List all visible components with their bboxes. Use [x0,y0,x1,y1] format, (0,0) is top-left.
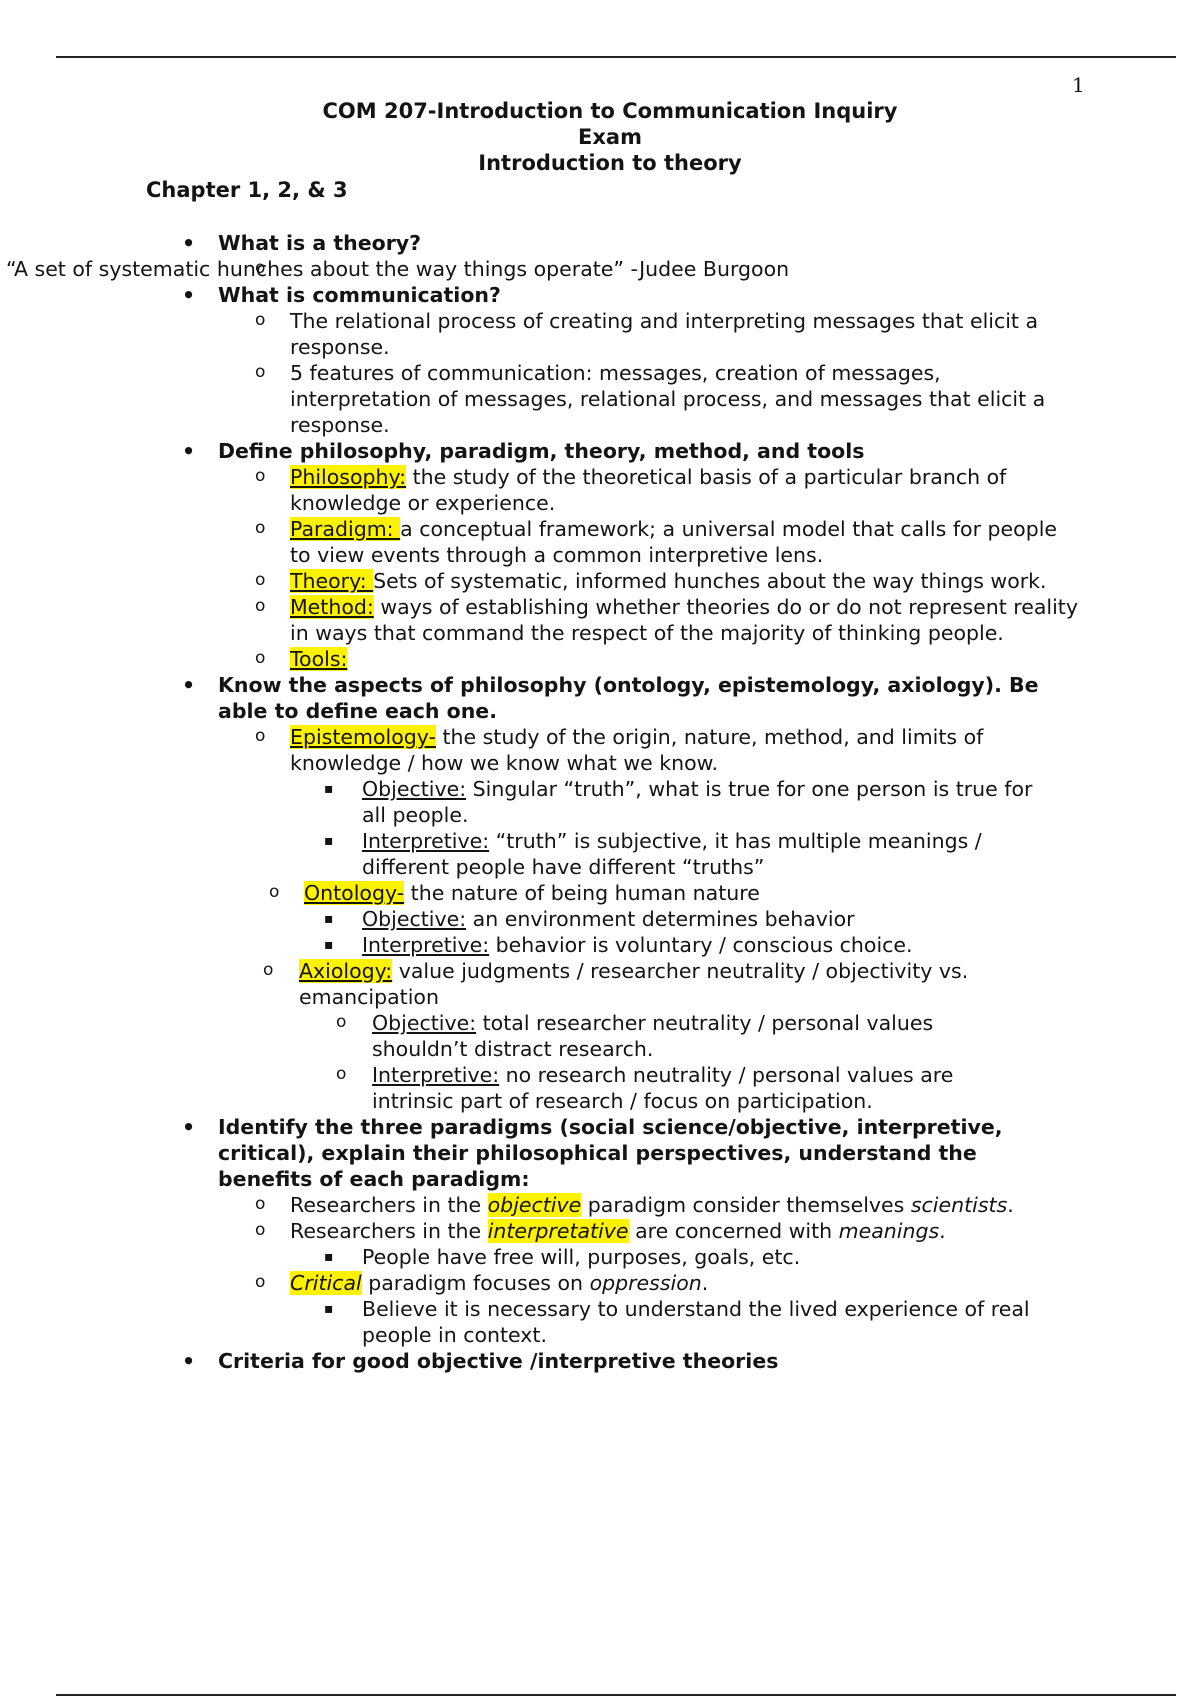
question-criteria: • Criteria for good objective /interpretive theories [0,1348,1078,1374]
term-philosophy: Philosophy: [290,465,407,489]
chapter-label: Chapter 1, 2, & 3 [146,178,348,202]
def-epistemology: o Epistemology- the study of the origin, nature, method, and limits of knowledge / how we know what we know. [0,724,1080,776]
paradigm-objective: o Researchers in the objective paradigm consider themselves scientists. [0,1192,1080,1218]
topic-title: Introduction to theory [478,151,742,175]
question-philosophy-aspects: • Know the aspects of philosophy (ontology, epistemology, axiology). Be able to define each one. [0,672,1078,724]
paradigm-interpretative: o Researchers in the interpretative are concerned with meanings. [0,1218,1080,1244]
question-definitions: • Define philosophy, paradigm, theory, method, and tools [0,438,1078,464]
def-theory: o Theory: Sets of systematic, informed hunches about the way things work. [0,568,1080,594]
study-guide-content [0,230,1200,1374]
term-method: Method: [290,595,374,619]
def-axiology: o Axiology: value judgments / researcher neutrality / objectivity vs. emancipation [0,958,1019,1010]
question-theory: • What is a theory? [0,230,1078,256]
term-ontology: Ontology- [304,881,405,905]
ontology-interpretive: ▪ Interpretive: behavior is voluntary / conscious choice. [0,932,1062,958]
page-number: 1 [1072,73,1085,97]
answer-theory: o “A set of systematic hunches about the way things operate” -Judee Burgoon [0,256,796,282]
def-method: o Method: ways of establishing whether theories do or do not represent reality in ways that command the respect of the majority of thinking people. [0,594,1080,646]
term-objective: objective [487,1193,582,1217]
bottom-rule [56,1694,1176,1696]
ontology-objective: ▪ Objective: an environment determines behavior [0,906,1062,932]
def-paradigm: o Paradigm: a conceptual framework; a universal model that calls for people to view events through a common interpretive lens. [0,516,1080,568]
exam-label: Exam [578,125,642,149]
answer-communication-1: o The relational process of creating and interpreting messages that elicit a response. [0,308,1080,360]
top-rule [56,56,1176,58]
course-title: COM 207-Introduction to Communication Inquiry [322,99,898,123]
interpretative-detail: ▪ People have free will, purposes, goals, etc. [0,1244,1062,1270]
axiology-objective: o Objective: total researcher neutrality / personal values shouldn’t distract research. [0,1010,972,1062]
critical-detail: ▪ Believe it is necessary to understand the lived experience of real people in context. [0,1296,1062,1348]
answer-communication-2: o 5 features of communication: messages, creation of messages, interpretation of messages, relational process, and messages that elicit a response. [0,360,1080,438]
def-philosophy: o Philosophy: the study of the theoretical basis of a particular branch of knowledge or experience. [0,464,1080,516]
term-axiology: Axiology: [299,959,393,983]
document-header [0,98,1200,176]
term-theory: Theory: [290,569,374,593]
paradigm-critical: o Critical paradigm focuses on oppression. [0,1270,1080,1296]
question-communication: • What is communication? [0,282,1078,308]
axiology-interpretive: o Interpretive: no research neutrality / personal values are intrinsic part of research / focus on participation. [0,1062,972,1114]
question-paradigms: • Identify the three paradigms (social science/objective, interpretive, critical), explain their philosophical perspectives, understand the benefits of each paradigm: [0,1114,1078,1192]
term-epistemology: Epistemology- [290,725,436,749]
term-critical: Critical [290,1271,362,1295]
term-interpretative: interpretative [487,1219,629,1243]
term-paradigm: Paradigm: [290,517,401,541]
def-tools [0,646,1080,672]
def-ontology: o Ontology- the nature of being human nature [0,880,1074,906]
epistemology-objective: ▪ Objective: Singular “truth”, what is true for one person is true for all people. [0,776,1062,828]
term-tools: Tools: [290,647,348,671]
epistemology-interpretive: ▪ Interpretive: “truth” is subjective, it has multiple meanings / different people have different “truths” [0,828,1062,880]
